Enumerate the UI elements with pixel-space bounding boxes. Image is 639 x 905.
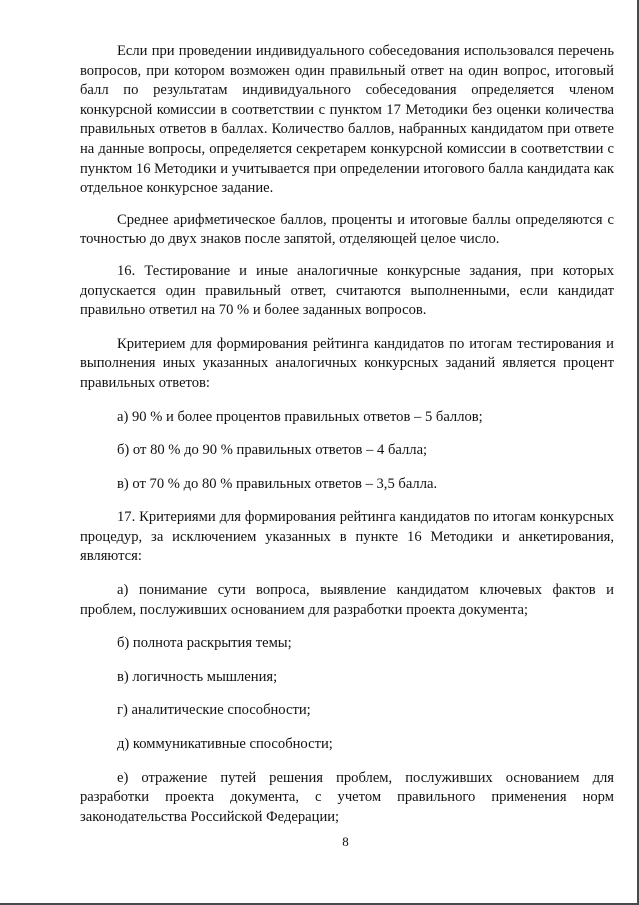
- list-item-b-80-percent: б) от 80 % до 90 % правильных ответов – 4 балла;: [117, 442, 428, 459]
- list-item-f-solutions: е) отражение путей решения проблем, послуживших основанием для разработки проекта документа, с учетом правильного применения норм законодательства Российской Федерации;: [80, 769, 614, 825]
- list-item-a-90-percent: а) 90 % и более процентов правильных ответов – 5 баллов;: [117, 408, 483, 425]
- list-item-a-understanding: а) понимание сути вопроса, выявление кандидатом ключевых фактов и проблем, послуживших основанием для разработки проекта документа;: [80, 582, 614, 618]
- paragraph-rating-criterion: Критерием для формирования рейтинга кандидатов по итогам тестирования и выполнения иных указанных аналогичных конкурсных заданий является процент правильных ответов:: [80, 335, 614, 391]
- page-number: 8: [342, 834, 349, 849]
- paragraph-item-17: 17. Критериями для формирования рейтинга кандидатов по итогам конкурсных процедур, за исключением указанных в пункте 16 Методики и анкетирования, являются:: [80, 509, 614, 565]
- paragraph-individual-interview: Если при проведении индивидуального собеседования использовался перечень вопросов, при котором возможен один правильный ответ на один вопрос, итоговый балл по результатам индивидуального собеседования определяется членом конкурсной комиссии в соответствии с пунктом 17 Методики без оценки количества правильных ответов в баллах. Количество баллов, набранных кандидатом при ответе на данные вопросы, определяется секретарем конкурсной комиссии в соответствии с пунктом 16 Методики и учитывается при определении итогового балла кандидата как отдельное конкурсное задание.: [80, 43, 615, 197]
- list-item-c-70-percent: в) от 70 % до 80 % правильных ответов – 3,5 балла.: [117, 475, 438, 492]
- list-item-d-analytic: г) аналитические способности;: [117, 702, 311, 719]
- list-item-b-completeness: б) полнота раскрытия темы;: [117, 635, 292, 652]
- paragraph-average-precision: Среднее арифметическое баллов, проценты и итоговые баллы определяются с точностью до двух знаков после запятой, отделяющей целое число.: [80, 211, 614, 248]
- list-item-c-logic: в) логичность мышления;: [117, 668, 278, 685]
- paragraph-item-16: 16. Тестирование и иные аналогичные конкурсные задания, при которых допускается один правильный ответ, считаются выполненными, если кандидат правильно ответил на 70 % и более заданных вопросов.: [80, 262, 614, 319]
- list-item-e-communication: д) коммуникативные способности;: [117, 736, 333, 753]
- document-body: [80, 42, 614, 827]
